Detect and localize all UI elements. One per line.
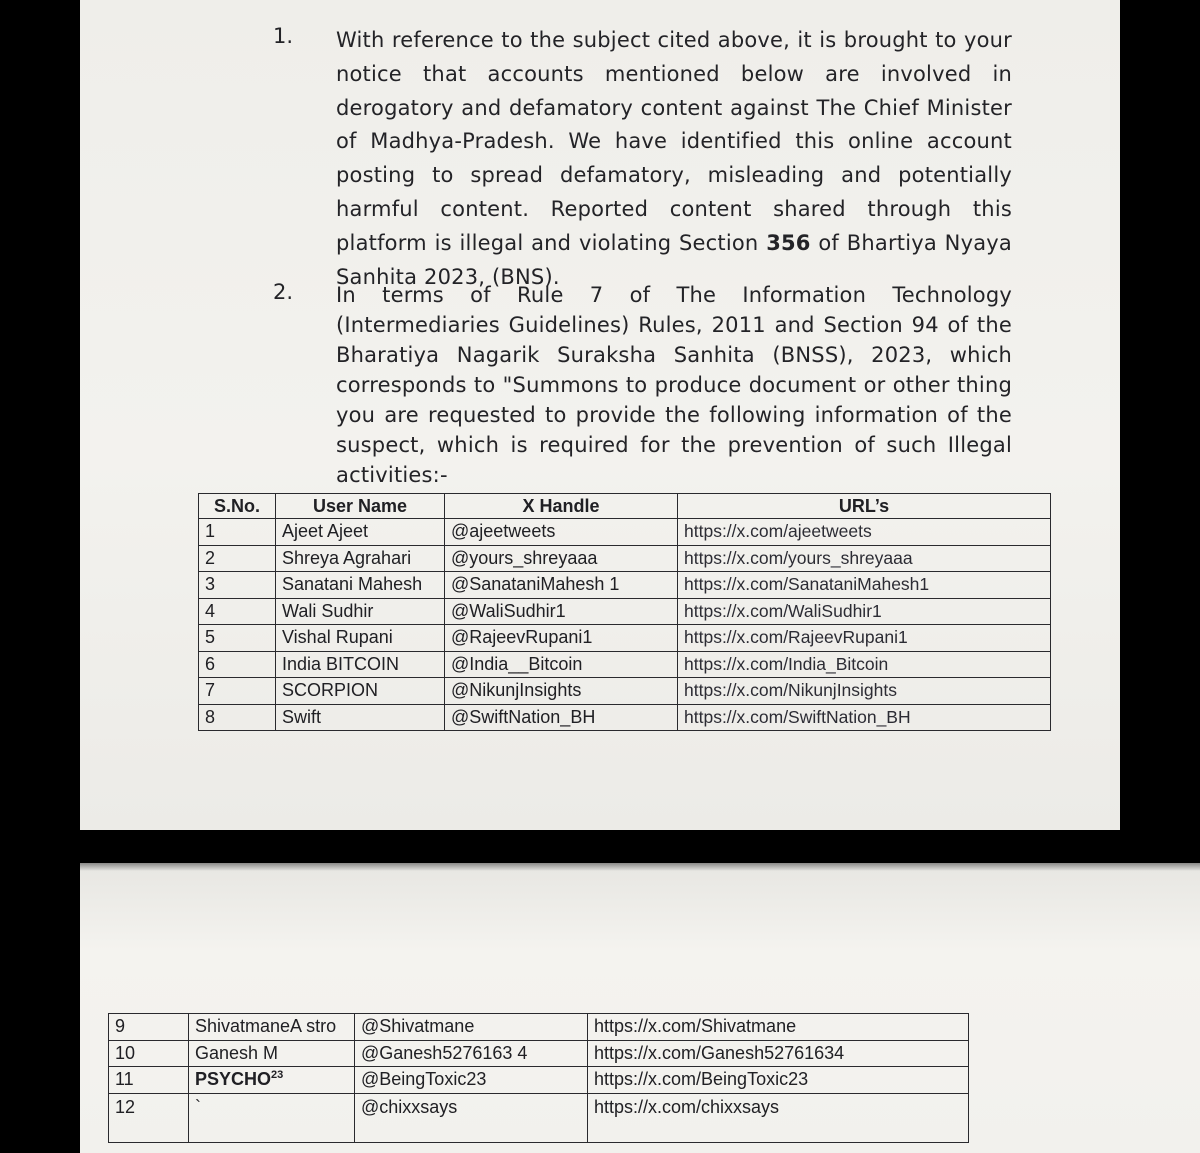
cell-x-handle: @Shivatmane	[355, 1014, 588, 1041]
user-name-text: PSYCHO	[195, 1069, 272, 1090]
cell-sno: 2	[199, 545, 276, 572]
table-row	[109, 1014, 969, 1041]
cell-url: https://x.com/RajeevRupani1	[678, 625, 1051, 652]
cell-x-handle: @SanataniMahesh 1	[445, 572, 678, 599]
cell-sno: 12	[109, 1093, 189, 1142]
table-row	[199, 572, 1051, 599]
cell-sno: 1	[199, 519, 276, 546]
page-edge-shadow	[80, 863, 1200, 871]
cell-url: https://x.com/yours_shreyaaa	[678, 545, 1051, 572]
cell-user-name: Ajeet Ajeet	[276, 519, 445, 546]
cell-x-handle: @NikunjInsights	[445, 678, 678, 705]
table-header-row	[199, 494, 1051, 519]
paragraph-text: In terms of Rule 7 of The Information Technology (Intermediaries Guidelines) Rules, 2011 and Section 94 of the Bharatiya Nagarik Suraksha Sanhita (BNSS), 2023, which corresponds to "Summons to produce document or other thing you are requested to provide the following information of the suspect, which is required for the prevention of such Illegal activities:-	[336, 283, 1012, 487]
cell-url: https://x.com/Ganesh52761634	[588, 1040, 969, 1067]
cell-url: https://x.com/NikunjInsights	[678, 678, 1051, 705]
cell-url: https://x.com/Shivatmane	[588, 1014, 969, 1041]
accounts-table	[198, 493, 1051, 731]
document-page-top	[80, 0, 1120, 830]
cell-sno: 4	[199, 598, 276, 625]
cell-url: https://x.com/SanataniMahesh1	[678, 572, 1051, 599]
paragraph-text-part: With reference to the subject cited above, it is brought to your notice that accounts mentioned below are involved in derogatory and defamatory content against The Chief Minister of Madhya-Pradesh. We have identified this online account posting to spread defamatory, misleading and potentially harmful content. Reported content shared through this platform is illegal and violating Section	[336, 28, 1012, 255]
cell-user-name: `	[189, 1093, 355, 1142]
cell-user-name: Sanatani Mahesh	[276, 572, 445, 599]
cell-url: https://x.com/ajeetweets	[678, 519, 1051, 546]
header-user-name: User Name	[276, 494, 445, 519]
paragraph-text	[336, 24, 1012, 294]
cell-sno: 10	[109, 1040, 189, 1067]
table-row	[199, 598, 1051, 625]
table-row	[109, 1093, 969, 1142]
cell-x-handle: @yours_shreyaaa	[445, 545, 678, 572]
cell-x-handle: @BeingToxic23	[355, 1067, 588, 1094]
cell-sno: 7	[199, 678, 276, 705]
header-urls: URL’s	[678, 494, 1051, 519]
cell-x-handle: @chixxsays	[355, 1093, 588, 1142]
section-number-bold: 356	[766, 230, 811, 255]
cell-x-handle: @RajeevRupani1	[445, 625, 678, 652]
paragraph-number: 1.	[273, 24, 294, 48]
header-sno: S.No.	[199, 494, 276, 519]
cell-x-handle: @Ganesh5276163 4	[355, 1040, 588, 1067]
paragraph-number: 2.	[273, 280, 294, 304]
paragraph-text-part: of Bhartiya Nyaya Sanhita 2023, (BNS).	[336, 230, 1012, 289]
table-row	[199, 519, 1051, 546]
cell-url: https://x.com/India_Bitcoin	[678, 651, 1051, 678]
cell-sno: 3	[199, 572, 276, 599]
accounts-table-continued	[108, 1013, 969, 1143]
table-row	[199, 704, 1051, 731]
cell-user-name: Vishal Rupani	[276, 625, 445, 652]
cell-sno: 8	[199, 704, 276, 731]
cell-url: https://x.com/SwiftNation_BH	[678, 704, 1051, 731]
cell-url: https://x.com/BeingToxic23	[588, 1067, 969, 1094]
cell-sno: 5	[199, 625, 276, 652]
cell-user-name	[189, 1067, 355, 1094]
cell-x-handle: @WaliSudhir1	[445, 598, 678, 625]
cell-user-name: SCORPION	[276, 678, 445, 705]
cell-user-name: Wali Sudhir	[276, 598, 445, 625]
cell-sno: 11	[109, 1067, 189, 1094]
cell-user-name: Swift	[276, 704, 445, 731]
table-row	[199, 678, 1051, 705]
cell-x-handle: @India__Bitcoin	[445, 651, 678, 678]
cell-sno: 9	[109, 1014, 189, 1041]
cell-user-name: Shreya Agrahari	[276, 545, 445, 572]
table-row	[109, 1040, 969, 1067]
cell-x-handle: @SwiftNation_BH	[445, 704, 678, 731]
cell-user-name: India BITCOIN	[276, 651, 445, 678]
table-row	[109, 1067, 969, 1094]
cell-url: https://x.com/WaliSudhir1	[678, 598, 1051, 625]
user-name-superscript: 23	[271, 1069, 284, 1082]
table-row	[199, 545, 1051, 572]
table-row	[199, 651, 1051, 678]
cell-user-name: ShivatmaneA stro	[189, 1014, 355, 1041]
cell-user-name: Ganesh M	[189, 1040, 355, 1067]
cell-url: https://x.com/chixxsays	[588, 1093, 969, 1142]
cell-x-handle: @ajeetweets	[445, 519, 678, 546]
table-row	[199, 625, 1051, 652]
header-x-handle: X Handle	[445, 494, 678, 519]
cell-sno: 6	[199, 651, 276, 678]
